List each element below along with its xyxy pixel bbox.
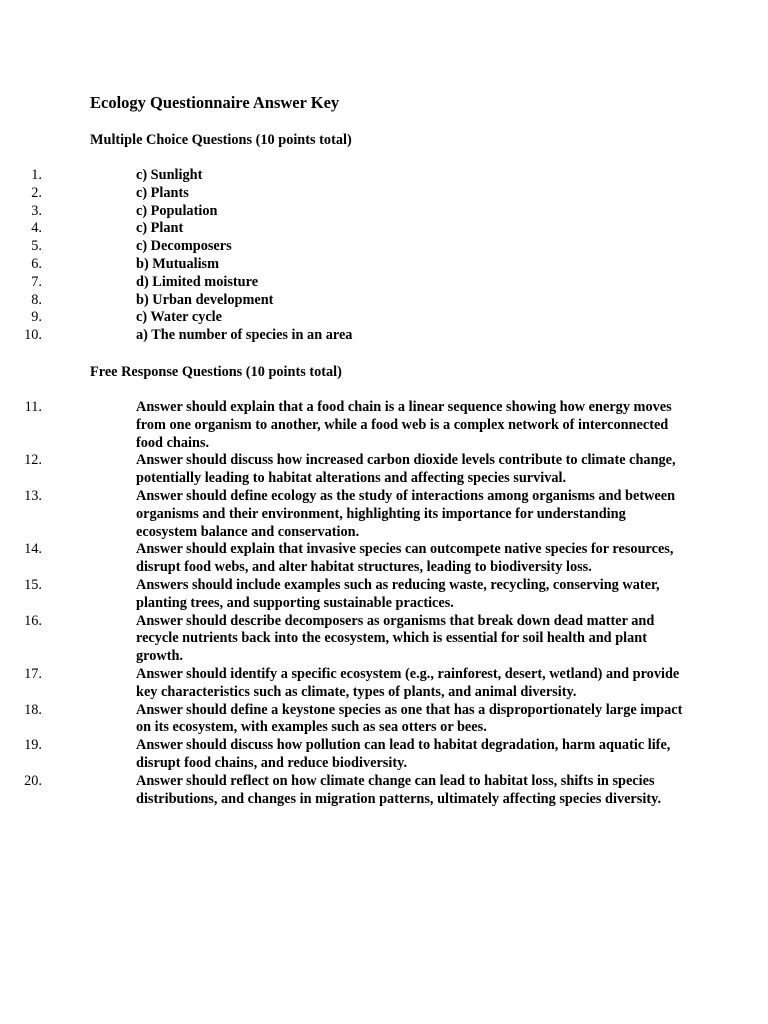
item-answer: d) Limited moisture — [136, 273, 259, 290]
item-number: 9. — [31, 309, 42, 326]
item-number: 13. — [24, 487, 42, 504]
list-item — [0, 167, 684, 185]
item-number: 14. — [24, 541, 42, 558]
item-answer: c) Population — [136, 202, 218, 219]
item-number: 3. — [31, 202, 42, 219]
item-answer: Answer should explain that a food chain is a linear sequence showing how energy moves from one organism to another, while a food web is a complex network of interconnected food chains. — [136, 399, 672, 451]
item-number: 18. — [24, 701, 42, 718]
item-answer: c) Water cycle — [136, 309, 223, 326]
document-title: Ecology Questionnaire Answer Key — [90, 93, 340, 112]
item-number: 12. — [24, 452, 42, 469]
list-item — [0, 737, 684, 773]
free-response-heading: Free Response Questions (10 points total) — [90, 364, 342, 380]
item-number: 11. — [24, 399, 42, 415]
list-item — [0, 773, 684, 809]
multiple-choice-list — [0, 167, 684, 345]
multiple-choice-heading: Multiple Choice Questions (10 points total) — [90, 132, 352, 148]
list-item — [0, 292, 684, 310]
list-item — [0, 203, 684, 221]
item-answer: Answer should define ecology as the study of interactions among organisms and between organisms and their environment, highlighting its importance for understanding ecosystem balance and conservation. — [136, 487, 676, 540]
list-item — [0, 702, 684, 738]
list-item — [0, 488, 684, 541]
list-item — [0, 238, 684, 256]
list-item — [0, 399, 684, 452]
item-answer: c) Sunlight — [136, 167, 203, 183]
item-answer: Answer should identify a specific ecosystem (e.g., rainforest, desert, wetland) and provide key characteristics such as climate, types of plants, and animal diversity. — [136, 665, 680, 700]
list-item — [0, 220, 684, 238]
item-number: 2. — [31, 184, 42, 201]
item-answer: c) Plants — [136, 184, 189, 201]
list-item — [0, 327, 684, 345]
item-number: 15. — [24, 576, 42, 593]
item-answer: Answer should explain that invasive species can outcompete native species for resources, disrupt food webs, and alter habitat structures, leading to biodiversity loss. — [136, 541, 674, 576]
item-answer: Answer should reflect on how climate change can lead to habitat loss, shifts in species distributions, and changes in migration patterns, ultimately affecting species diversity. — [136, 772, 662, 807]
item-number: 17. — [24, 665, 42, 682]
item-number: 19. — [24, 737, 42, 754]
item-number: 20. — [24, 772, 42, 789]
item-answer: a) The number of species in an area — [136, 327, 353, 344]
item-answer: Answers should include examples such as reducing waste, recycling, conserving water, planting trees, and supporting sustainable practices. — [136, 576, 660, 611]
list-item — [0, 613, 684, 666]
item-answer: Answer should discuss how increased carbon dioxide levels contribute to climate change, potentially leading to habitat alterations and affecting species survival. — [136, 452, 676, 487]
list-item — [0, 541, 684, 577]
list-item — [0, 577, 684, 613]
item-number: 4. — [31, 220, 42, 237]
item-answer: Answer should describe decomposers as organisms that break down dead matter and recycle nutrients back into the ecosystem, which is essential for soil health and plant growth. — [136, 612, 655, 665]
item-number: 7. — [31, 273, 42, 290]
list-item — [0, 256, 684, 274]
item-answer: c) Plant — [136, 220, 184, 237]
list-item — [0, 309, 684, 327]
list-item — [0, 274, 684, 292]
item-answer: Answer should define a keystone species as one that has a disproportionately large impact on its ecosystem, with examples such as sea otters or bees. — [136, 701, 683, 736]
list-item — [0, 452, 684, 488]
item-answer: c) Decomposers — [136, 238, 232, 255]
item-answer: Answer should discuss how pollution can lead to habitat degradation, harm aquatic life, disrupt food chains, and reduce biodiversity. — [136, 737, 671, 771]
list-item — [0, 666, 684, 702]
free-response-list — [0, 399, 684, 808]
item-number: 6. — [31, 255, 42, 272]
item-number: 16. — [24, 612, 42, 629]
item-number: 10. — [24, 327, 42, 344]
item-number: 1. — [31, 167, 42, 183]
item-number: 5. — [31, 238, 42, 255]
item-answer: b) Urban development — [136, 291, 274, 308]
item-number: 8. — [31, 291, 42, 308]
item-answer: b) Mutualism — [136, 255, 220, 272]
list-item — [0, 185, 684, 203]
